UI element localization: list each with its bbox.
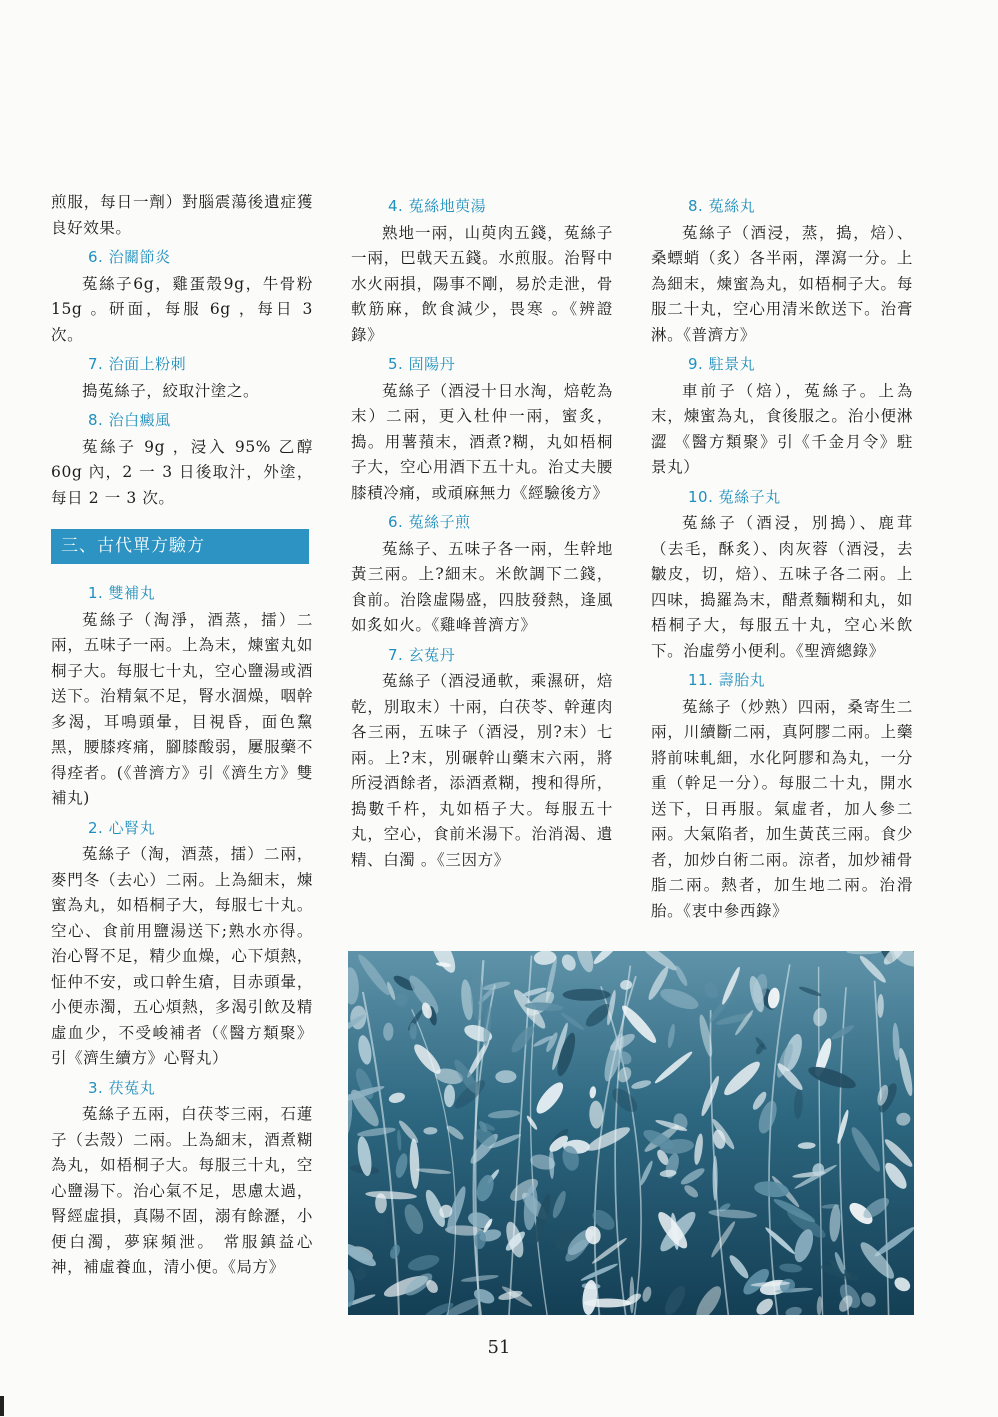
recipe-heading: 8. 菟絲丸 xyxy=(688,197,756,215)
plant-photo xyxy=(348,951,914,1315)
recipe-text: 車前子（焙），菟絲子。上為末，煉蜜為丸，食後服之。治小便淋澀 《醫方類聚》引《千金月令》駐景丸） xyxy=(651,381,913,476)
recipe-heading: 6. 菟絲子煎 xyxy=(388,513,471,531)
column-3 xyxy=(651,190,913,924)
section-heading: 三、古代單方驗方 xyxy=(51,529,309,564)
scan-edge-mark xyxy=(0,1396,4,1416)
recipe-text: 熟地一兩，山萸肉五錢，菟絲子一兩，巴戟天五錢。水煎服。治腎中水火兩損，陽事不剛，易於走泄，骨軟筋麻，飲食減少，畏寒 。《辨證錄》 xyxy=(351,223,613,344)
recipe-text: 菟絲子（炒熟）四兩，桑寄生二兩，川續斷二兩，真阿膠二兩。上藥將前味軋細，水化阿膠和為丸，一分重（幹足一分）。每服二十丸，開水送下，日再服。氣虛者，加人參二兩。大氣陷者，加生黃芪三兩。食少者，加炒白術二兩。涼者，加炒補骨脂二兩。熱者，加生地二兩。治滑胎。《衷中參西錄》 xyxy=(651,697,913,920)
recipe-heading: 10. 菟絲子丸 xyxy=(688,487,781,506)
recipe-text: 菟絲子五兩，白茯苓三兩，石蓮子（去殼）二兩。上為細末，酒煮糊為丸，如梧桐子大。每服三十丸，空心鹽湯下。治心氣不足，思慮太過，腎經虛損，真陽不固，溺有餘瀝，小便白濁，夢寐頻泄。 常服鎮益心神，補虛養血，清小便。《局方》 xyxy=(51,1105,313,1276)
recipe-text: 菟絲子（酒浸，蒸，搗，焙）、桑螵蛸（炙）各半兩，澤瀉一分。上為細末，煉蜜為丸，如梧桐子大。每服二十丸，空心用清米飲送下。治膏淋。《普濟方》 xyxy=(651,223,913,344)
recipe-text: 菟絲子（酒浸十日水淘，焙乾為末）二兩，更入杜仲一兩，蜜炙，搗。用薯蕷末，酒煮?糊，丸如梧桐子大，空心用酒下五十丸。治丈夫腰膝積冷痛，或頑麻無力《經驗後方》 xyxy=(351,381,613,502)
recipe-heading: 2. 心腎丸 xyxy=(88,818,156,837)
recipe-text: 煎服，每日一劑）對腦震蕩後遺症獲良好效果。 xyxy=(51,193,313,237)
column-1-bottom xyxy=(51,581,313,1281)
recipe-text: 菟絲子 9g ，浸入 95% 乙醇60g 內，2 一 3 日後取汁，外塗，每日 2 一 3 次。 xyxy=(51,437,313,507)
recipe-heading: 3. 茯菟丸 xyxy=(88,1078,156,1097)
recipe-heading: 9. 駐景丸 xyxy=(688,355,756,373)
recipe-heading: 4. 菟絲地萸湯 xyxy=(388,197,487,215)
recipe-text: 菟絲子（酒浸通軟，乘濕研，焙乾，別取末）十兩，白茯苓、幹蓮肉各三兩，五味子（酒浸，別?末）七兩。上?末，別碾幹山藥末六兩，將所浸酒餘者，添酒煮糊，搜和得所，搗數千杵，丸如梧子大。每服五十丸，空心，食前米湯下。治消渴、遺精、白濁 。《三因方》 xyxy=(351,672,613,869)
page-number: 51 xyxy=(487,1337,511,1358)
recipe-heading: 1. 雙補丸 xyxy=(88,584,156,602)
column-1 xyxy=(51,190,313,1281)
recipe-text: 菟絲子（淘淨，酒蒸，擂）二兩，五味子一兩。上為末，煉蜜丸如桐子大。每服七十丸，空心鹽湯或酒送下。治精氣不足，腎水涸燥，咽幹多渴，耳鳴頭暈，目視昏，面色黧黑，腰膝疼痛，腳膝酸弱，屢服藥不得痊者。(《普濟方》引《濟生方》雙補丸) xyxy=(51,610,313,807)
recipe-heading: 11. 壽胎丸 xyxy=(688,671,766,689)
recipe-heading: 7. 治面上粉刺 xyxy=(88,355,187,373)
recipe-heading: 6. 治關節炎 xyxy=(88,248,171,266)
recipe-text: 菟絲子、五味子各一兩，生幹地黃三兩。上?細末。米飲調下二錢，食前。治陰虛陽盛，四肢發熱，逢風如炙如火。《雞峰普濟方》 xyxy=(351,539,613,634)
recipe-text: 菟絲子（酒浸，別搗）、鹿茸（去毛，酥炙）、肉灰蓉（酒浸，去皺皮，切，焙）、五味子各二兩。上四味，搗羅為末，醋煮麵糊和丸，如梧桐子大，每服五十丸，空心米飲下。治虛勞小便利。《聖濟總錄》 xyxy=(651,514,913,660)
recipe-heading: 5. 固陽丹 xyxy=(388,355,456,373)
recipe-heading: 8. 治白癜風 xyxy=(88,411,171,429)
column-2 xyxy=(351,190,613,873)
column-1-top xyxy=(51,190,313,511)
recipe-heading: 7. 玄菟丹 xyxy=(388,645,456,664)
recipe-text: 菟絲子6g，雞蛋殼9g，牛骨粉15g 。研面，每服 6g ，每日 3 次。 xyxy=(51,274,313,344)
recipe-text: 搗菟絲子，絞取汁塗之。 xyxy=(82,381,260,400)
recipe-text: 菟絲子（淘，酒蒸，擂）二兩，麥門冬（去心）二兩。上為細末，煉蜜為丸，如梧桐子大，每服七十丸。空心、食前用鹽湯送下;熟水亦得。治心腎不足，精少血燥，心下煩熱，怔仲不安，或口幹生瘡，目赤頭暈，小便赤濁，五心煩熱，多渴引飲及精虛血少，不受峻補者（《醫方類聚》引《濟生續方》心腎丸） xyxy=(51,845,313,1067)
